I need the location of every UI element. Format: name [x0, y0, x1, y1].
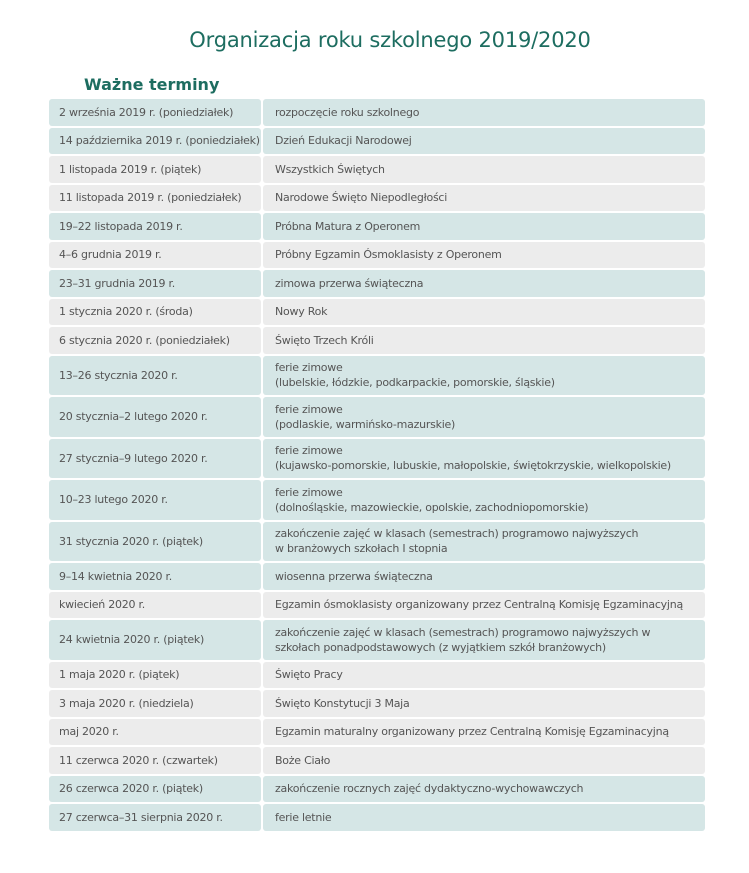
event-cell [263, 299, 705, 326]
table-row [49, 242, 705, 269]
event-text: Święto Konstytucji 3 Maja [275, 696, 410, 710]
event-text: rozpoczęcie roku szkolnego [275, 105, 420, 119]
important-dates-table [49, 99, 705, 833]
date-cell: 26 czerwca 2020 r. (piątek) [49, 776, 261, 803]
date-cell: 1 stycznia 2020 r. (środa) [49, 299, 261, 326]
date-cell: 6 stycznia 2020 r. (poniedziałek) [49, 327, 261, 354]
table-row [49, 804, 705, 831]
event-cell [263, 327, 705, 354]
event-cell [263, 776, 705, 803]
event-cell [263, 480, 705, 520]
event-text: szkołach ponadpodstawowych (z wyjątkiem szkół branżowych) [275, 640, 606, 654]
event-cell [263, 185, 705, 212]
date-cell: 3 maja 2020 r. (niedziela) [49, 690, 261, 717]
event-text: Próbny Egzamin Ósmoklasisty z Operonem [275, 248, 502, 262]
event-text: Święto Trzech Króli [275, 333, 374, 347]
event-cell [263, 522, 705, 562]
table-row [49, 213, 705, 240]
table-row [49, 356, 705, 396]
date-cell: 23–31 grudnia 2019 r. [49, 270, 261, 297]
event-text: ferie letnie [275, 810, 332, 824]
event-text: ferie zimowe [275, 444, 343, 458]
section-heading: Ważne terminy [84, 75, 220, 94]
event-cell [263, 747, 705, 774]
table-row [49, 776, 705, 803]
event-text: ferie zimowe [275, 361, 343, 375]
event-cell [263, 156, 705, 183]
event-text: (dolnośląskie, mazowieckie, opolskie, zachodniopomorskie) [275, 500, 589, 514]
event-cell [263, 804, 705, 831]
event-text: Próbna Matura z Operonem [275, 219, 421, 233]
event-cell [263, 397, 705, 437]
date-cell: 10–23 lutego 2020 r. [49, 480, 261, 520]
event-text: (kujawsko-pomorskie, lubuskie, małopolskie, świętokrzyskie, wielkopolskie) [275, 459, 671, 473]
event-cell [263, 128, 705, 155]
event-cell [263, 242, 705, 269]
date-cell: 4–6 grudnia 2019 r. [49, 242, 261, 269]
event-text: zakończenie zajęć w klasach (semestrach) programowo najwyższych w [275, 625, 651, 639]
event-text: wiosenna przerwa świąteczna [275, 569, 433, 583]
table-row [49, 662, 705, 689]
event-text: Nowy Rok [275, 305, 328, 319]
event-text: Wszystkich Świętych [275, 162, 385, 176]
date-cell: 9–14 kwietnia 2020 r. [49, 563, 261, 590]
date-cell: 13–26 stycznia 2020 r. [49, 356, 261, 396]
date-cell: 31 stycznia 2020 r. (piątek) [49, 522, 261, 562]
date-cell: 1 listopada 2019 r. (piątek) [49, 156, 261, 183]
table-row [49, 690, 705, 717]
table-row [49, 99, 705, 126]
date-cell: 19–22 listopada 2019 r. [49, 213, 261, 240]
table-row [49, 747, 705, 774]
date-cell: maj 2020 r. [49, 719, 261, 746]
date-cell: 11 czerwca 2020 r. (czwartek) [49, 747, 261, 774]
table-row [49, 719, 705, 746]
date-cell: 14 października 2019 r. (poniedziałek) [49, 128, 261, 155]
event-cell [263, 690, 705, 717]
table-row [49, 185, 705, 212]
event-cell [263, 356, 705, 396]
date-cell: 20 stycznia–2 lutego 2020 r. [49, 397, 261, 437]
table-row [49, 156, 705, 183]
table-row [49, 439, 705, 479]
event-cell [263, 99, 705, 126]
table-row [49, 397, 705, 437]
date-cell: kwiecień 2020 r. [49, 592, 261, 619]
event-text: ferie zimowe [275, 485, 343, 499]
event-text: (podlaskie, warmińsko-mazurskie) [275, 417, 456, 431]
date-cell: 27 czerwca–31 sierpnia 2020 r. [49, 804, 261, 831]
event-cell [263, 439, 705, 479]
event-text: Egzamin maturalny organizowany przez Centralną Komisję Egzaminacyjną [275, 725, 669, 739]
table-row [49, 563, 705, 590]
event-text: Święto Pracy [275, 668, 343, 682]
event-text: Boże Ciało [275, 753, 331, 767]
table-row [49, 270, 705, 297]
event-cell [263, 270, 705, 297]
event-text: w branżowych szkołach I stopnia [275, 542, 448, 556]
event-text: Egzamin ósmoklasisty organizowany przez Centralną Komisję Egzaminacyjną [275, 598, 683, 612]
table-row [49, 522, 705, 562]
table-row [49, 620, 705, 660]
table-row [49, 128, 705, 155]
event-text: zakończenie rocznych zajęć dydaktyczno-wychowawczych [275, 782, 584, 796]
table-row [49, 592, 705, 619]
date-cell: 11 listopada 2019 r. (poniedziałek) [49, 185, 261, 212]
event-cell [263, 620, 705, 660]
table-row [49, 327, 705, 354]
event-text: ferie zimowe [275, 402, 343, 416]
event-text: Narodowe Święto Niepodległości [275, 191, 448, 205]
event-cell [263, 592, 705, 619]
event-cell [263, 563, 705, 590]
date-cell: 2 września 2019 r. (poniedziałek) [49, 99, 261, 126]
event-text: (lubelskie, łódzkie, podkarpackie, pomorskie, śląskie) [275, 376, 555, 390]
date-cell: 1 maja 2020 r. (piątek) [49, 662, 261, 689]
event-text: zimowa przerwa świąteczna [275, 276, 424, 290]
event-cell [263, 213, 705, 240]
date-cell: 27 stycznia–9 lutego 2020 r. [49, 439, 261, 479]
event-cell [263, 662, 705, 689]
event-text: zakończenie zajęć w klasach (semestrach) programowo najwyższych [275, 527, 639, 541]
table-row [49, 480, 705, 520]
table-row [49, 299, 705, 326]
event-cell [263, 719, 705, 746]
event-text: Dzień Edukacji Narodowej [275, 134, 412, 148]
page-title: Organizacja roku szkolnego 2019/2020 [189, 28, 591, 52]
date-cell: 24 kwietnia 2020 r. (piątek) [49, 620, 261, 660]
